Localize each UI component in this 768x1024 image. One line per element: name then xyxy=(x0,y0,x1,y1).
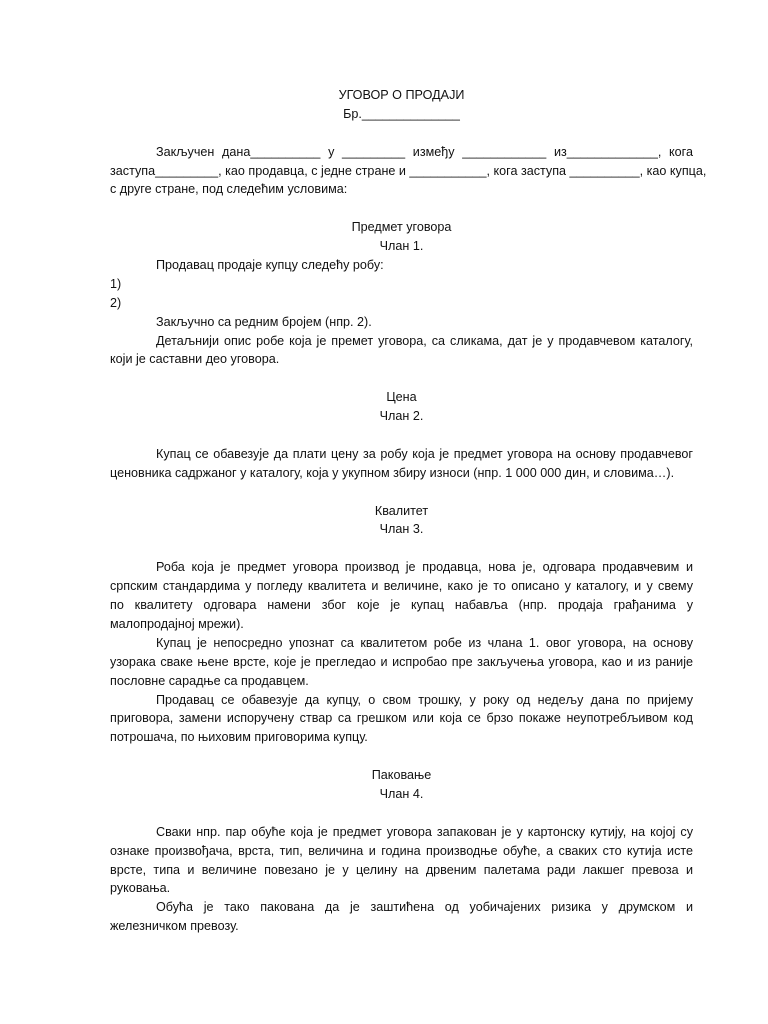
paragraph-line: Закључно са редним бројем (нпр. 2). xyxy=(156,314,372,329)
paragraph-line: ценовника садржаног у каталогу, која у укупном збиру износи (нпр. 1 000 000 дин, и словима…). xyxy=(110,465,675,480)
paragraph-line: Продавац продаје купцу следећу робу: xyxy=(156,258,384,273)
article-number: Члан 1. xyxy=(379,239,424,254)
paragraph-line: Сваки нпр. пар обуће која је предмет уговора запакован је у картонску кутију, на којој су xyxy=(156,824,693,839)
paragraph-line: приговора, замени испоручену ствар са грешком или која се брзо покаже неупотребљивом код xyxy=(110,711,693,726)
paragraph-line: железничком превозу. xyxy=(110,919,239,934)
intro-line: заступа_________, као продавца, с једне стране и ___________, кога заступа __________, као купца, xyxy=(110,163,707,178)
article-number: Члан 4. xyxy=(379,786,424,801)
list-item: 1) xyxy=(110,276,122,291)
paragraph-line: српским стандардима у погледу квалитета и величине, како је то описано у каталогу, и у свему xyxy=(110,579,693,594)
paragraph-line: врсте, типа и величине повезано је у целину на дрвеним палетама ради лакшег превоза и xyxy=(110,862,693,877)
document-body xyxy=(110,86,707,936)
section-packaging xyxy=(110,766,693,936)
section-quality xyxy=(110,502,693,748)
paragraph-line: узорака сваке њене врсте, које је прегледао и испробао пре закључења уговора, као и из раније xyxy=(110,654,693,669)
paragraph-line: пословне сарадње са продавцем. xyxy=(110,673,309,688)
paragraph-line: потрошача, по њиховим приговорима купцу. xyxy=(110,730,368,745)
paragraph-line: Обућа је тако пакована да је заштићена од уобичајених ризика у друмском и xyxy=(156,900,693,915)
paragraph-line: по квалитету одговара намени због које је купац набавља (нпр. продаја грађанима у xyxy=(110,598,693,613)
paragraph-line: Детаљнији опис робе која је премет уговора, са сликама, дат је у продавчевом каталогу, xyxy=(156,333,693,348)
section-price xyxy=(110,388,693,482)
section-heading: Паковање xyxy=(371,768,432,783)
list-item: 2) xyxy=(110,295,122,310)
document-title: УГОВОР О ПРОДАЈИ xyxy=(338,88,465,102)
article-number: Члан 3. xyxy=(379,522,424,537)
intro-line: с друге стране, под следећим условима: xyxy=(110,182,348,197)
paragraph-line: који је саставни део уговора. xyxy=(110,352,280,367)
section-heading: Цена xyxy=(386,390,417,405)
section-subject xyxy=(110,218,693,369)
paragraph-line: Купац се обавезује да плати цену за робу која је предмет уговора на основу продавчевог xyxy=(156,446,693,461)
paragraph-line: руковања. xyxy=(110,881,171,896)
section-heading: Предмет уговора xyxy=(351,220,452,235)
section-heading: Квалитет xyxy=(374,503,429,518)
paragraph-line: Роба која је предмет уговора производ је продавца, нова је, одговара продавчевим и xyxy=(156,560,693,575)
intro-paragraph xyxy=(110,143,707,200)
paragraph-line: малопродајној мрежи). xyxy=(110,616,244,631)
paragraph-line: Купац је непосредно упознат са квалитетом робе из члана 1. овог уговора, на основу xyxy=(156,635,693,650)
paragraph-line: ознаке произвођача, врста, тип, величина и година производње обуће, а сваких сто кутија исте xyxy=(110,843,693,858)
intro-line: Закључен дана__________ у _________ између ____________ из_____________, кога xyxy=(156,144,693,159)
paragraph-line: Продавац се обавезује да купцу, о свом трошку, у року од недељу дана по пријему xyxy=(156,692,693,707)
article-number: Члан 2. xyxy=(379,409,424,424)
document-number: Бр.______________ xyxy=(343,106,460,121)
